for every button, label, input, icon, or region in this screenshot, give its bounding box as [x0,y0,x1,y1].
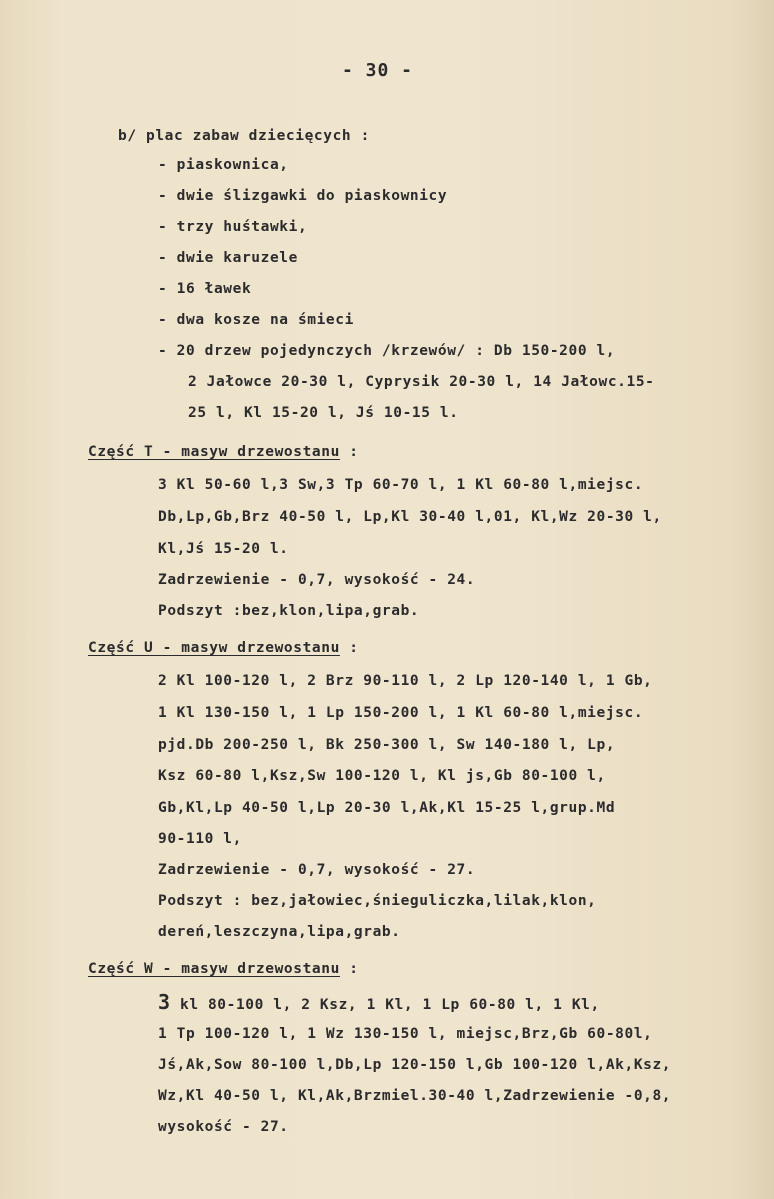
text-line: Db,Lp,Gb,Brz 40-50 l, Lp,Kl 30-40 l,01, Kl,Wz 20-30 l, [158,509,662,525]
text-line: 3 Kl 50-60 l,3 Sw,3 Tp 60-70 l, 1 Kl 60-80 l,miejsc. [158,477,644,493]
text-line [158,990,600,1014]
section-w-heading [88,961,359,977]
text-line: wysokość - 27. [158,1119,289,1135]
page-number: - 30 - [342,60,414,81]
text-line: Gb,Kl,Lp 40-50 l,Lp 20-30 l,Ak,Kl 15-25 l,grup.Md [158,800,616,816]
list-item-continuation: 25 l, Kl 15-20 l, Jś 10-15 l. [188,405,459,421]
list-item: - trzy huśtawki, [158,219,308,235]
text-line: pjd.Db 200-250 l, Bk 250-300 l, Sw 140-180 l, Lp, [158,737,616,753]
section-t-heading-text: Część T - masyw drzewostanu [88,444,340,460]
text-line-rest: kl 80-100 l, 2 Ksz, 1 Kl, 1 Lp 60-80 l, 1 Kl, [170,997,600,1013]
list-item: - dwa kosze na śmieci [158,312,354,328]
section-t-heading-colon: : [339,444,359,460]
list-item-continuation: 2 Jałowce 20-30 l, Cyprysik 20-30 l, 14 Jałowc.15- [188,374,655,390]
text-line: Podszyt : bez,jałowiec,śnieguliczka,lilak,klon, [158,893,597,909]
list-item: - 16 ławek [158,281,252,297]
text-line: Zadrzewienie - 0,7, wysokość - 27. [158,862,476,878]
text-line: dereń,leszczyna,lipa,grab. [158,924,401,940]
list-item: - 20 drzew pojedynczych /krzewów/ : Db 150-200 l, [158,343,616,359]
text-line: Jś,Ak,Sow 80-100 l,Db,Lp 120-150 l,Gb 100-120 l,Ak,Ksz, [158,1057,672,1073]
text-line: Wz,Kl 40-50 l, Kl,Ak,Brzmiel.30-40 l,Zadrzewienie -0,8, [158,1088,672,1104]
section-t-heading [88,444,359,460]
section-u-heading-text: Część U - masyw drzewostanu [88,640,340,656]
text-line: 2 Kl 100-120 l, 2 Brz 90-110 l, 2 Lp 120-140 l, 1 Gb, [158,673,653,689]
text-line: 1 Tp 100-120 l, 1 Wz 130-150 l, miejsc,Brz,Gb 60-80l, [158,1026,653,1042]
text-line: 90-110 l, [158,831,242,847]
section-w-heading-text: Część W - masyw drzewostanu [88,961,340,977]
section-b-title: b/ plac zabaw dziecięcych : [118,128,370,144]
text-line: 1 Kl 130-150 l, 1 Lp 150-200 l, 1 Kl 60-80 l,miejsc. [158,705,644,721]
handwritten-digit: 3 [158,990,171,1014]
text-line: Zadrzewienie - 0,7, wysokość - 24. [158,572,476,588]
section-w-heading-colon: : [339,961,359,977]
list-item: - dwie karuzele [158,250,298,266]
list-item: - piaskownica, [158,157,289,173]
list-item: - dwie ślizgawki do piaskownicy [158,188,448,204]
text-line: Podszyt :bez,klon,lipa,grab. [158,603,420,619]
text-line: Ksz 60-80 l,Ksz,Sw 100-120 l, Kl js,Gb 80-100 l, [158,768,606,784]
section-u-heading [88,640,359,656]
section-u-heading-colon: : [339,640,359,656]
text-line: Kl,Jś 15-20 l. [158,541,289,557]
